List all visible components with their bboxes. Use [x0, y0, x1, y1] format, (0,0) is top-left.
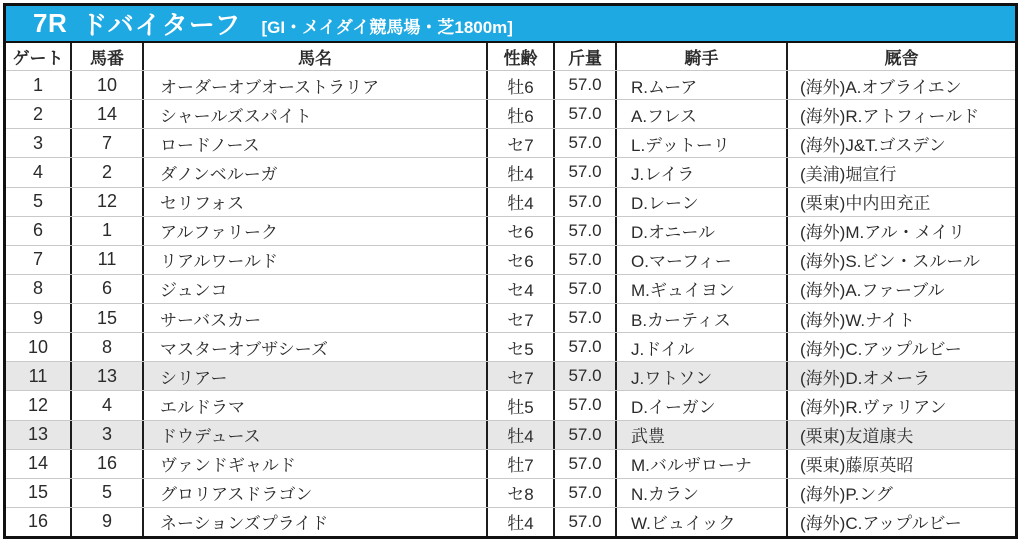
column-header-number: 馬番	[70, 43, 142, 70]
sex-age-cell: 牡6	[486, 100, 553, 128]
sex-age-cell: 牡4	[486, 188, 553, 216]
race-conditions: [GI・メイダイ競馬場・芝1800m]	[261, 18, 513, 37]
gate-cell: 12	[27, 394, 49, 415]
sex-age-cell: 牡4	[486, 508, 553, 536]
gate-cell: 16	[27, 511, 49, 532]
table-row	[6, 274, 1015, 303]
table-row	[6, 99, 1015, 128]
jockey-cell: J.レイラ	[615, 158, 786, 186]
horse-cell: ロードノース	[142, 129, 486, 157]
horse-cell: ジュンコ	[142, 275, 486, 303]
stable-cell: (海外)A.ファーブル	[786, 275, 1015, 303]
table-row	[6, 303, 1015, 332]
jockey-cell: L.デットーリ	[615, 129, 786, 157]
weight-cell: 57.0	[553, 100, 615, 128]
weight-cell: 57.0	[553, 158, 615, 186]
sex-age-cell: 牡6	[486, 71, 553, 99]
number-cell: 2	[70, 158, 142, 186]
jockey-cell: N.カラン	[615, 479, 786, 507]
horse-cell: セリフォス	[142, 188, 486, 216]
sex-age-cell: セ6	[486, 246, 553, 274]
stable-cell: (海外)S.ビン・スルール	[786, 246, 1015, 274]
stable-cell: (海外)J&T.ゴスデン	[786, 129, 1015, 157]
jockey-cell: M.ギュイヨン	[615, 275, 786, 303]
jockey-cell: B.カーティス	[615, 304, 786, 332]
horse-cell: サーバスカー	[142, 304, 486, 332]
weight-cell: 57.0	[553, 479, 615, 507]
race-title-bar	[6, 6, 1015, 43]
weight-cell: 57.0	[553, 129, 615, 157]
number-cell: 4	[70, 391, 142, 419]
horse-cell: マスターオブザシーズ	[142, 333, 486, 361]
number-cell: 9	[70, 508, 142, 536]
sex-age-cell: 牡4	[486, 421, 553, 449]
table-row	[6, 478, 1015, 507]
horse-cell: リアルワールド	[142, 246, 486, 274]
gate-cell: 15	[27, 482, 49, 503]
sex-age-cell: セ6	[486, 217, 553, 245]
race-number: 7R	[33, 8, 68, 38]
number-cell: 11	[70, 246, 142, 274]
number-cell: 12	[70, 188, 142, 216]
gate-cell: 3	[32, 132, 43, 153]
table-row	[6, 332, 1015, 361]
jockey-cell: J.ワトソン	[615, 362, 786, 390]
jockey-cell: D.イーガン	[615, 391, 786, 419]
stable-cell: (海外)C.アップルビー	[786, 333, 1015, 361]
stable-cell: (海外)M.アル・メイリ	[786, 217, 1015, 245]
gate-cell: 7	[32, 249, 43, 270]
gate-cell: 9	[32, 307, 43, 328]
horse-cell: ドウデュース	[142, 421, 486, 449]
horse-cell: ヴァンドギャルド	[142, 450, 486, 478]
stable-cell: (海外)P.ング	[786, 479, 1015, 507]
horse-cell: シャールズスパイト	[142, 100, 486, 128]
number-cell: 6	[70, 275, 142, 303]
column-header-horse: 馬名	[142, 43, 486, 70]
sex-age-cell: セ7	[486, 129, 553, 157]
stable-cell: (栗東)友道康夫	[786, 421, 1015, 449]
jockey-cell: A.フレス	[615, 100, 786, 128]
table-row	[6, 390, 1015, 419]
sex-age-cell: セ4	[486, 275, 553, 303]
weight-cell: 57.0	[553, 304, 615, 332]
stable-cell: (海外)R.アトフィールド	[786, 100, 1015, 128]
column-header-gate: ゲート	[12, 49, 64, 68]
horse-cell: グロリアスドラゴン	[142, 479, 486, 507]
gate-cell: 2	[32, 103, 43, 124]
sex-age-cell: セ8	[486, 479, 553, 507]
race-table-header-row	[6, 43, 1015, 70]
race-table	[6, 43, 1015, 536]
table-row	[6, 507, 1015, 536]
gate-cell: 8	[32, 278, 43, 299]
race-card	[3, 3, 1018, 539]
sex-age-cell: 牡5	[486, 391, 553, 419]
horse-cell: ネーションズプライド	[142, 508, 486, 536]
weight-cell: 57.0	[553, 421, 615, 449]
stable-cell: (栗東)藤原英昭	[786, 450, 1015, 478]
weight-cell: 57.0	[553, 188, 615, 216]
table-row	[6, 361, 1015, 390]
stable-cell: (海外)A.オブライエン	[786, 71, 1015, 99]
table-row	[6, 420, 1015, 449]
race-name: ドバイターフ	[81, 10, 242, 40]
table-row	[6, 70, 1015, 99]
gate-cell: 14	[27, 453, 49, 474]
weight-cell: 57.0	[553, 246, 615, 274]
weight-cell: 57.0	[553, 362, 615, 390]
stable-cell: (海外)C.アップルビー	[786, 508, 1015, 536]
stable-cell: (美浦)堀宣行	[786, 158, 1015, 186]
number-cell: 16	[70, 450, 142, 478]
number-cell: 5	[70, 479, 142, 507]
sex-age-cell: セ7	[486, 304, 553, 332]
number-cell: 7	[70, 129, 142, 157]
number-cell: 8	[70, 333, 142, 361]
gate-cell: 11	[28, 365, 48, 386]
jockey-cell: D.レーン	[615, 188, 786, 216]
jockey-cell: M.バルザローナ	[615, 450, 786, 478]
jockey-cell: D.オニール	[615, 217, 786, 245]
number-cell: 10	[70, 71, 142, 99]
table-row	[6, 157, 1015, 186]
weight-cell: 57.0	[553, 508, 615, 536]
gate-cell: 13	[27, 424, 49, 445]
stable-cell: (海外)R.ヴァリアン	[786, 391, 1015, 419]
table-row	[6, 128, 1015, 157]
weight-cell: 57.0	[553, 333, 615, 361]
jockey-cell: 武豊	[615, 421, 786, 449]
table-row	[6, 245, 1015, 274]
horse-cell: アルファリーク	[142, 217, 486, 245]
table-row	[6, 187, 1015, 216]
weight-cell: 57.0	[553, 71, 615, 99]
jockey-cell: W.ビュイック	[615, 508, 786, 536]
sex-age-cell: セ5	[486, 333, 553, 361]
horse-cell: オーダーオブオーストラリア	[142, 71, 486, 99]
weight-cell: 57.0	[553, 391, 615, 419]
gate-cell: 4	[32, 161, 43, 182]
column-header-sex-age: 性齢	[486, 43, 553, 70]
horse-cell: シリアー	[142, 362, 486, 390]
table-row	[6, 449, 1015, 478]
sex-age-cell: 牡4	[486, 158, 553, 186]
weight-cell: 57.0	[553, 217, 615, 245]
stable-cell: (海外)D.オメーラ	[786, 362, 1015, 390]
table-row	[6, 216, 1015, 245]
gate-cell: 1	[32, 74, 43, 95]
column-header-jockey: 騎手	[615, 43, 786, 70]
number-cell: 15	[70, 304, 142, 332]
jockey-cell: R.ムーア	[615, 71, 786, 99]
jockey-cell: J.ドイル	[615, 333, 786, 361]
number-cell: 1	[70, 217, 142, 245]
column-header-weight: 斤量	[553, 43, 615, 70]
sex-age-cell: セ7	[486, 362, 553, 390]
number-cell: 3	[70, 421, 142, 449]
stable-cell: (栗東)中内田充正	[786, 188, 1015, 216]
horse-cell: ダノンベルーガ	[142, 158, 486, 186]
sex-age-cell: 牡7	[486, 450, 553, 478]
gate-cell: 10	[27, 336, 49, 357]
gate-cell: 6	[32, 220, 43, 241]
stable-cell: (海外)W.ナイト	[786, 304, 1015, 332]
column-header-stable: 厩舎	[786, 43, 1015, 70]
number-cell: 14	[70, 100, 142, 128]
weight-cell: 57.0	[553, 450, 615, 478]
jockey-cell: O.マーフィー	[615, 246, 786, 274]
gate-cell: 5	[32, 191, 43, 212]
horse-cell: エルドラマ	[142, 391, 486, 419]
weight-cell: 57.0	[553, 275, 615, 303]
number-cell: 13	[70, 362, 142, 390]
